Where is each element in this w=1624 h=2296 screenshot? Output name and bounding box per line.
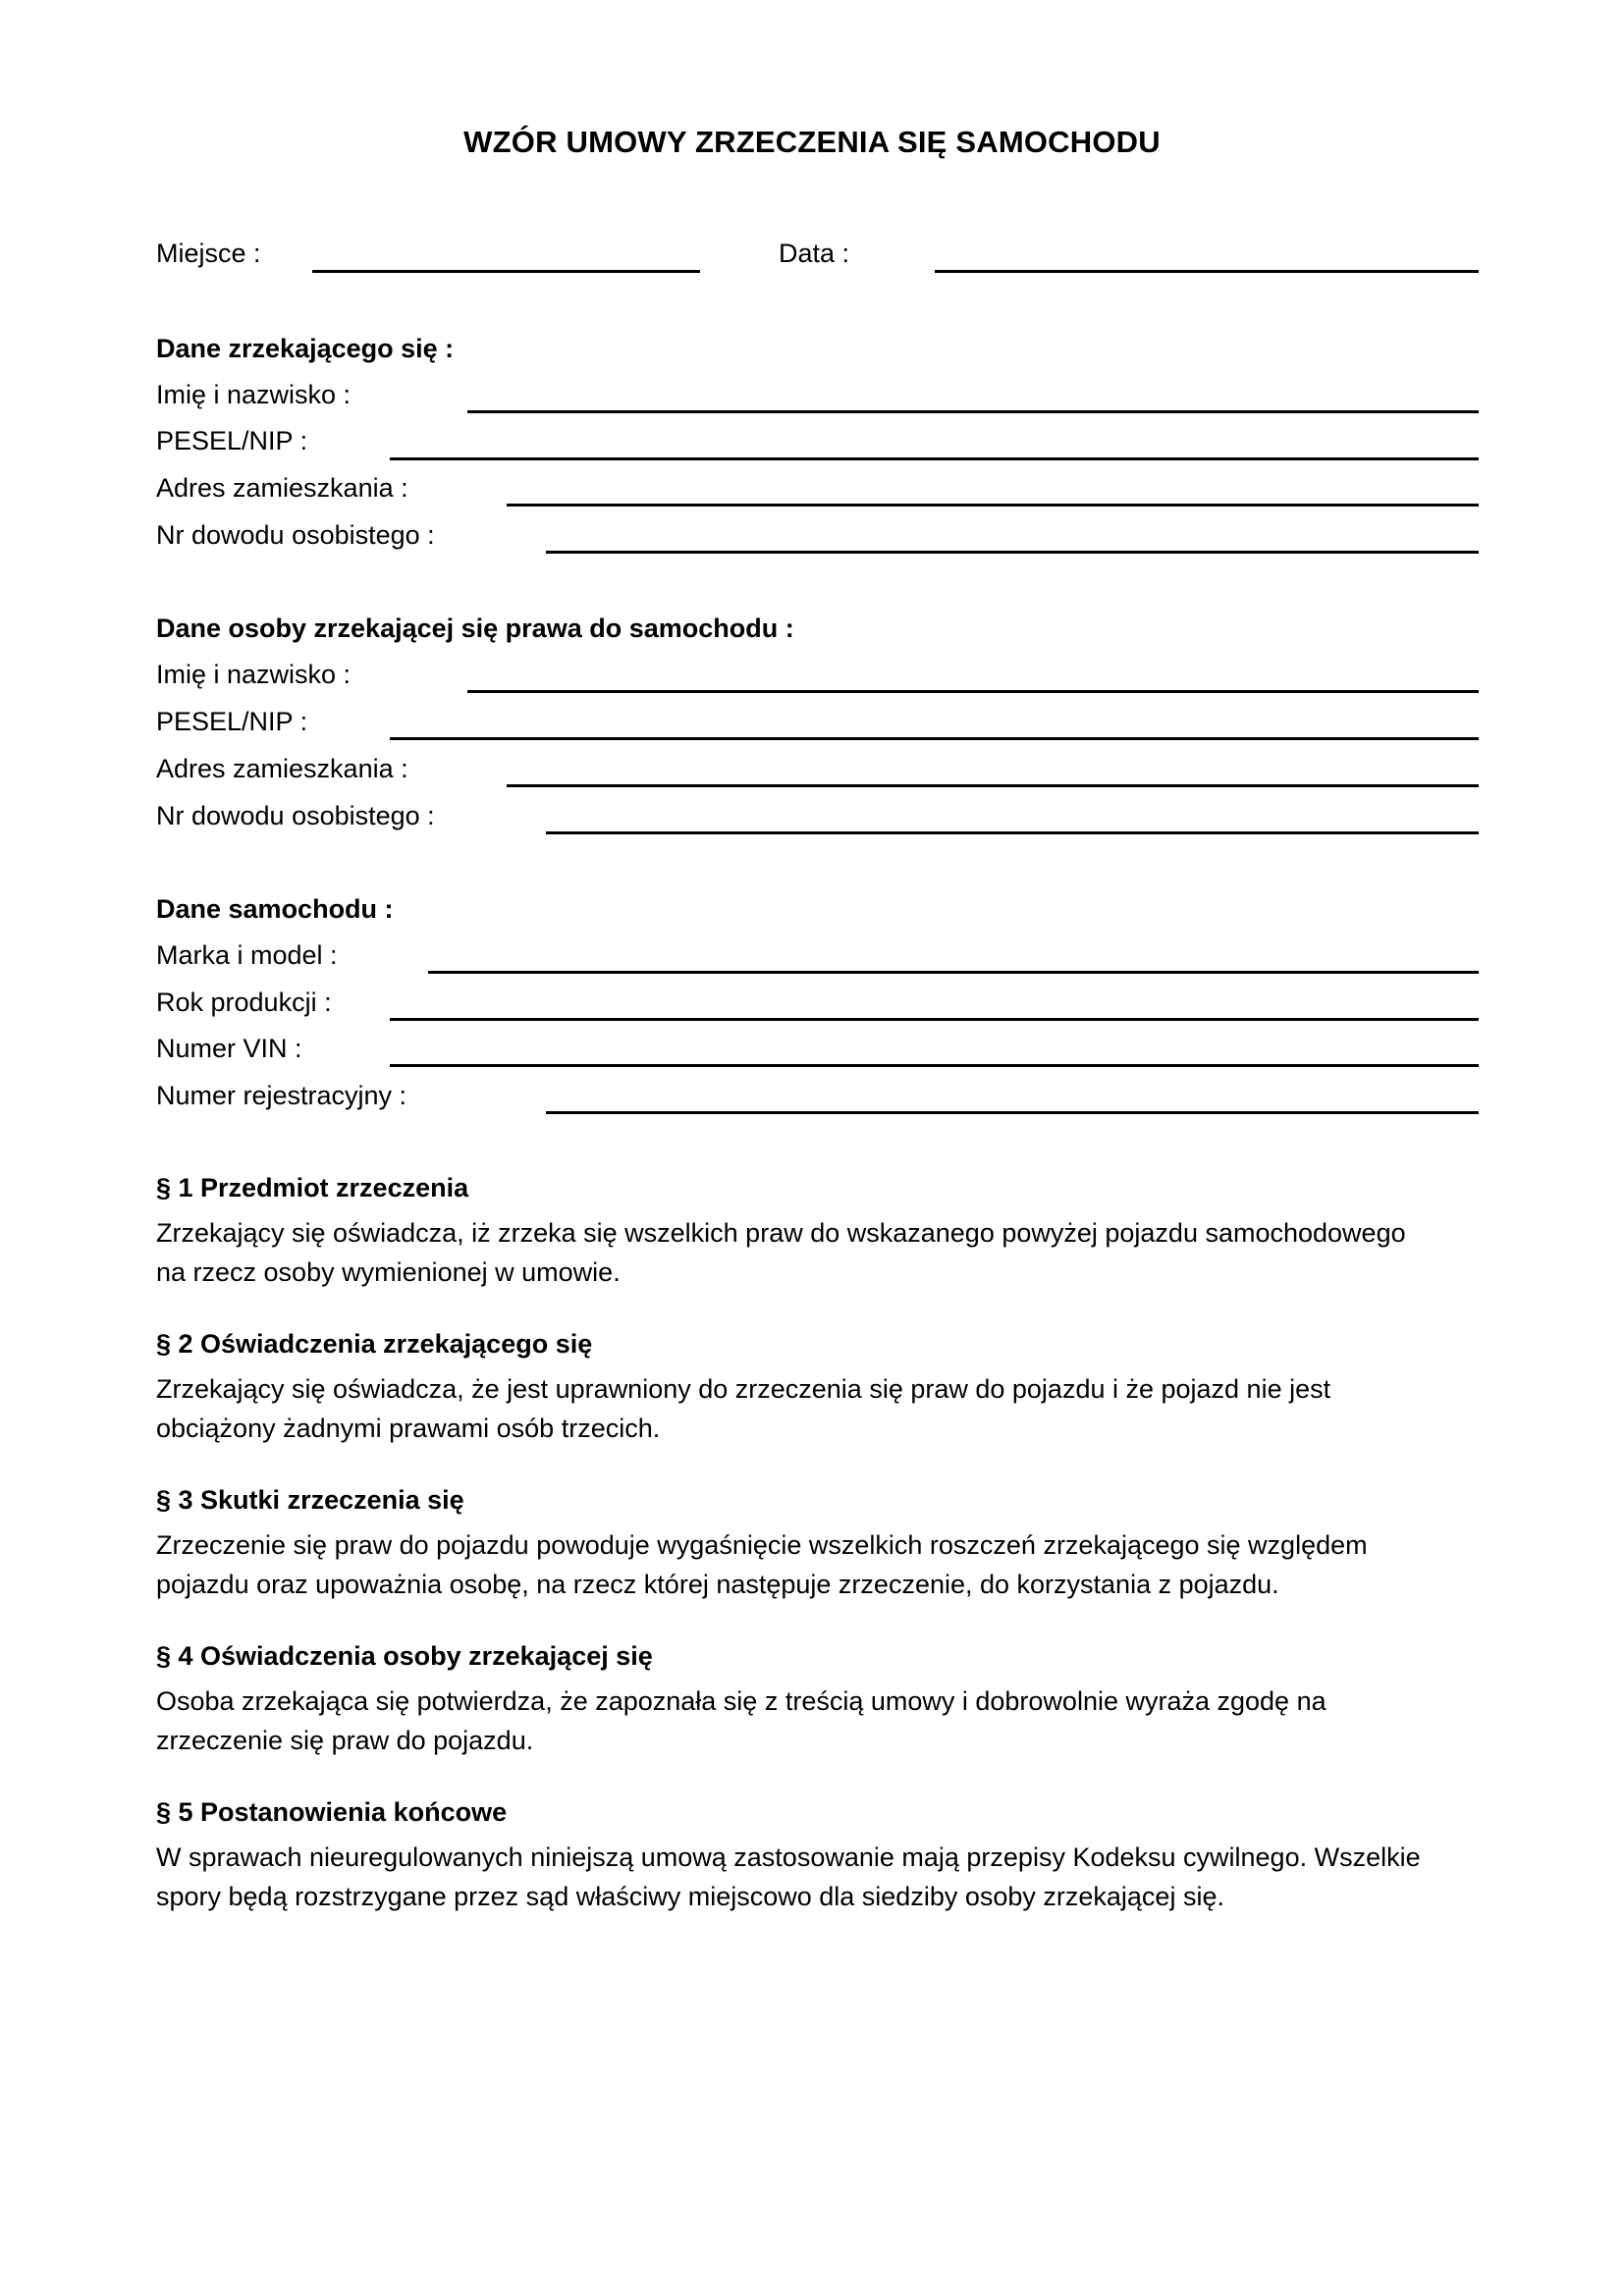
renouncer-id-field[interactable]: [546, 551, 1479, 554]
recipient-pesel-field[interactable]: [390, 737, 1479, 740]
section-2-title: § 2 Oświadczenia zrzekającego się: [156, 1329, 593, 1359]
place-field[interactable]: [312, 270, 700, 273]
renouncer-pesel-field[interactable]: [390, 457, 1479, 460]
date-field[interactable]: [935, 270, 1479, 273]
renouncer-address-label: Adres zamieszkania :: [156, 473, 408, 503]
vehicle-year-label: Rok produkcji :: [156, 988, 332, 1017]
section-5-line-2: spory będą rozstrzygane przez sąd właściwy miejscowo dla siedziby osoby zrzekającej się.: [156, 1882, 1224, 1911]
recipient-heading: Dane osoby zrzekającej się prawa do samochodu :: [156, 614, 794, 643]
section-1-line-2: na rzecz osoby wymienionej w umowie.: [156, 1257, 621, 1287]
section-5-title: § 5 Postanowienia końcowe: [156, 1797, 508, 1827]
vehicle-make-field[interactable]: [428, 971, 1479, 974]
vehicle-year-field[interactable]: [390, 1018, 1479, 1021]
vehicle-vin-label: Numer VIN :: [156, 1034, 302, 1063]
section-3-line-2: pojazdu oraz upoważnia osobę, na rzecz której następuje zrzeczenie, do korzystania z pojazdu.: [156, 1570, 1279, 1599]
section-4-title: § 4 Oświadczenia osoby zrzekającej się: [156, 1641, 653, 1671]
section-2-line-2: obciążony żadnymi prawami osób trzecich.: [156, 1414, 661, 1443]
date-label: Data :: [779, 239, 850, 268]
renouncer-name-field[interactable]: [467, 410, 1479, 413]
vehicle-make-label: Marka i model :: [156, 940, 338, 970]
recipient-pesel-label: PESEL/NIP :: [156, 707, 308, 736]
document-title: WZÓR UMOWY ZRZECZENIA SIĘ SAMOCHODU: [463, 125, 1161, 159]
section-4-line-2: zrzeczenie się praw do pojazdu.: [156, 1726, 534, 1755]
recipient-address-field[interactable]: [507, 784, 1479, 787]
renouncer-name-label: Imię i nazwisko :: [156, 380, 352, 409]
section-4-line-1: Osoba zrzekająca się potwierdza, że zapoznała się z treścią umowy i dobrowolnie wyraża zgodę na: [156, 1686, 1326, 1716]
recipient-address-label: Adres zamieszkania :: [156, 754, 408, 783]
section-3-title: § 3 Skutki zrzeczenia się: [156, 1485, 464, 1515]
recipient-name-label: Imię i nazwisko :: [156, 660, 352, 689]
section-1-line-1: Zrzekający się oświadcza, iż zrzeka się wszelkich praw do wskazanego powyżej pojazdu samochodowego: [156, 1218, 1406, 1248]
section-5-line-1: W sprawach nieuregulowanych niniejszą umową zastosowanie mają przepisy Kodeksu cywilnego. Wszelkie: [156, 1842, 1421, 1872]
vehicle-vin-field[interactable]: [390, 1064, 1479, 1067]
vehicle-reg-field[interactable]: [546, 1111, 1479, 1114]
renouncer-id-label: Nr dowodu osobistego :: [156, 520, 435, 550]
place-label: Miejsce :: [156, 239, 261, 268]
recipient-id-field[interactable]: [546, 831, 1479, 834]
renouncer-address-field[interactable]: [507, 504, 1479, 507]
section-3-line-1: Zrzeczenie się praw do pojazdu powoduje wygaśnięcie wszelkich roszczeń zrzekającego się względem: [156, 1530, 1368, 1560]
recipient-name-field[interactable]: [467, 690, 1479, 693]
section-2-line-1: Zrzekający się oświadcza, że jest uprawniony do zrzeczenia się praw do pojazdu i że pojazd nie jest: [156, 1374, 1331, 1404]
section-1-title: § 1 Przedmiot zrzeczenia: [156, 1173, 469, 1202]
recipient-id-label: Nr dowodu osobistego :: [156, 801, 435, 830]
renouncer-pesel-label: PESEL/NIP :: [156, 426, 308, 455]
vehicle-heading: Dane samochodu :: [156, 894, 394, 924]
vehicle-reg-label: Numer rejestracyjny :: [156, 1081, 407, 1110]
renouncer-heading: Dane zrzekającego się :: [156, 334, 455, 363]
